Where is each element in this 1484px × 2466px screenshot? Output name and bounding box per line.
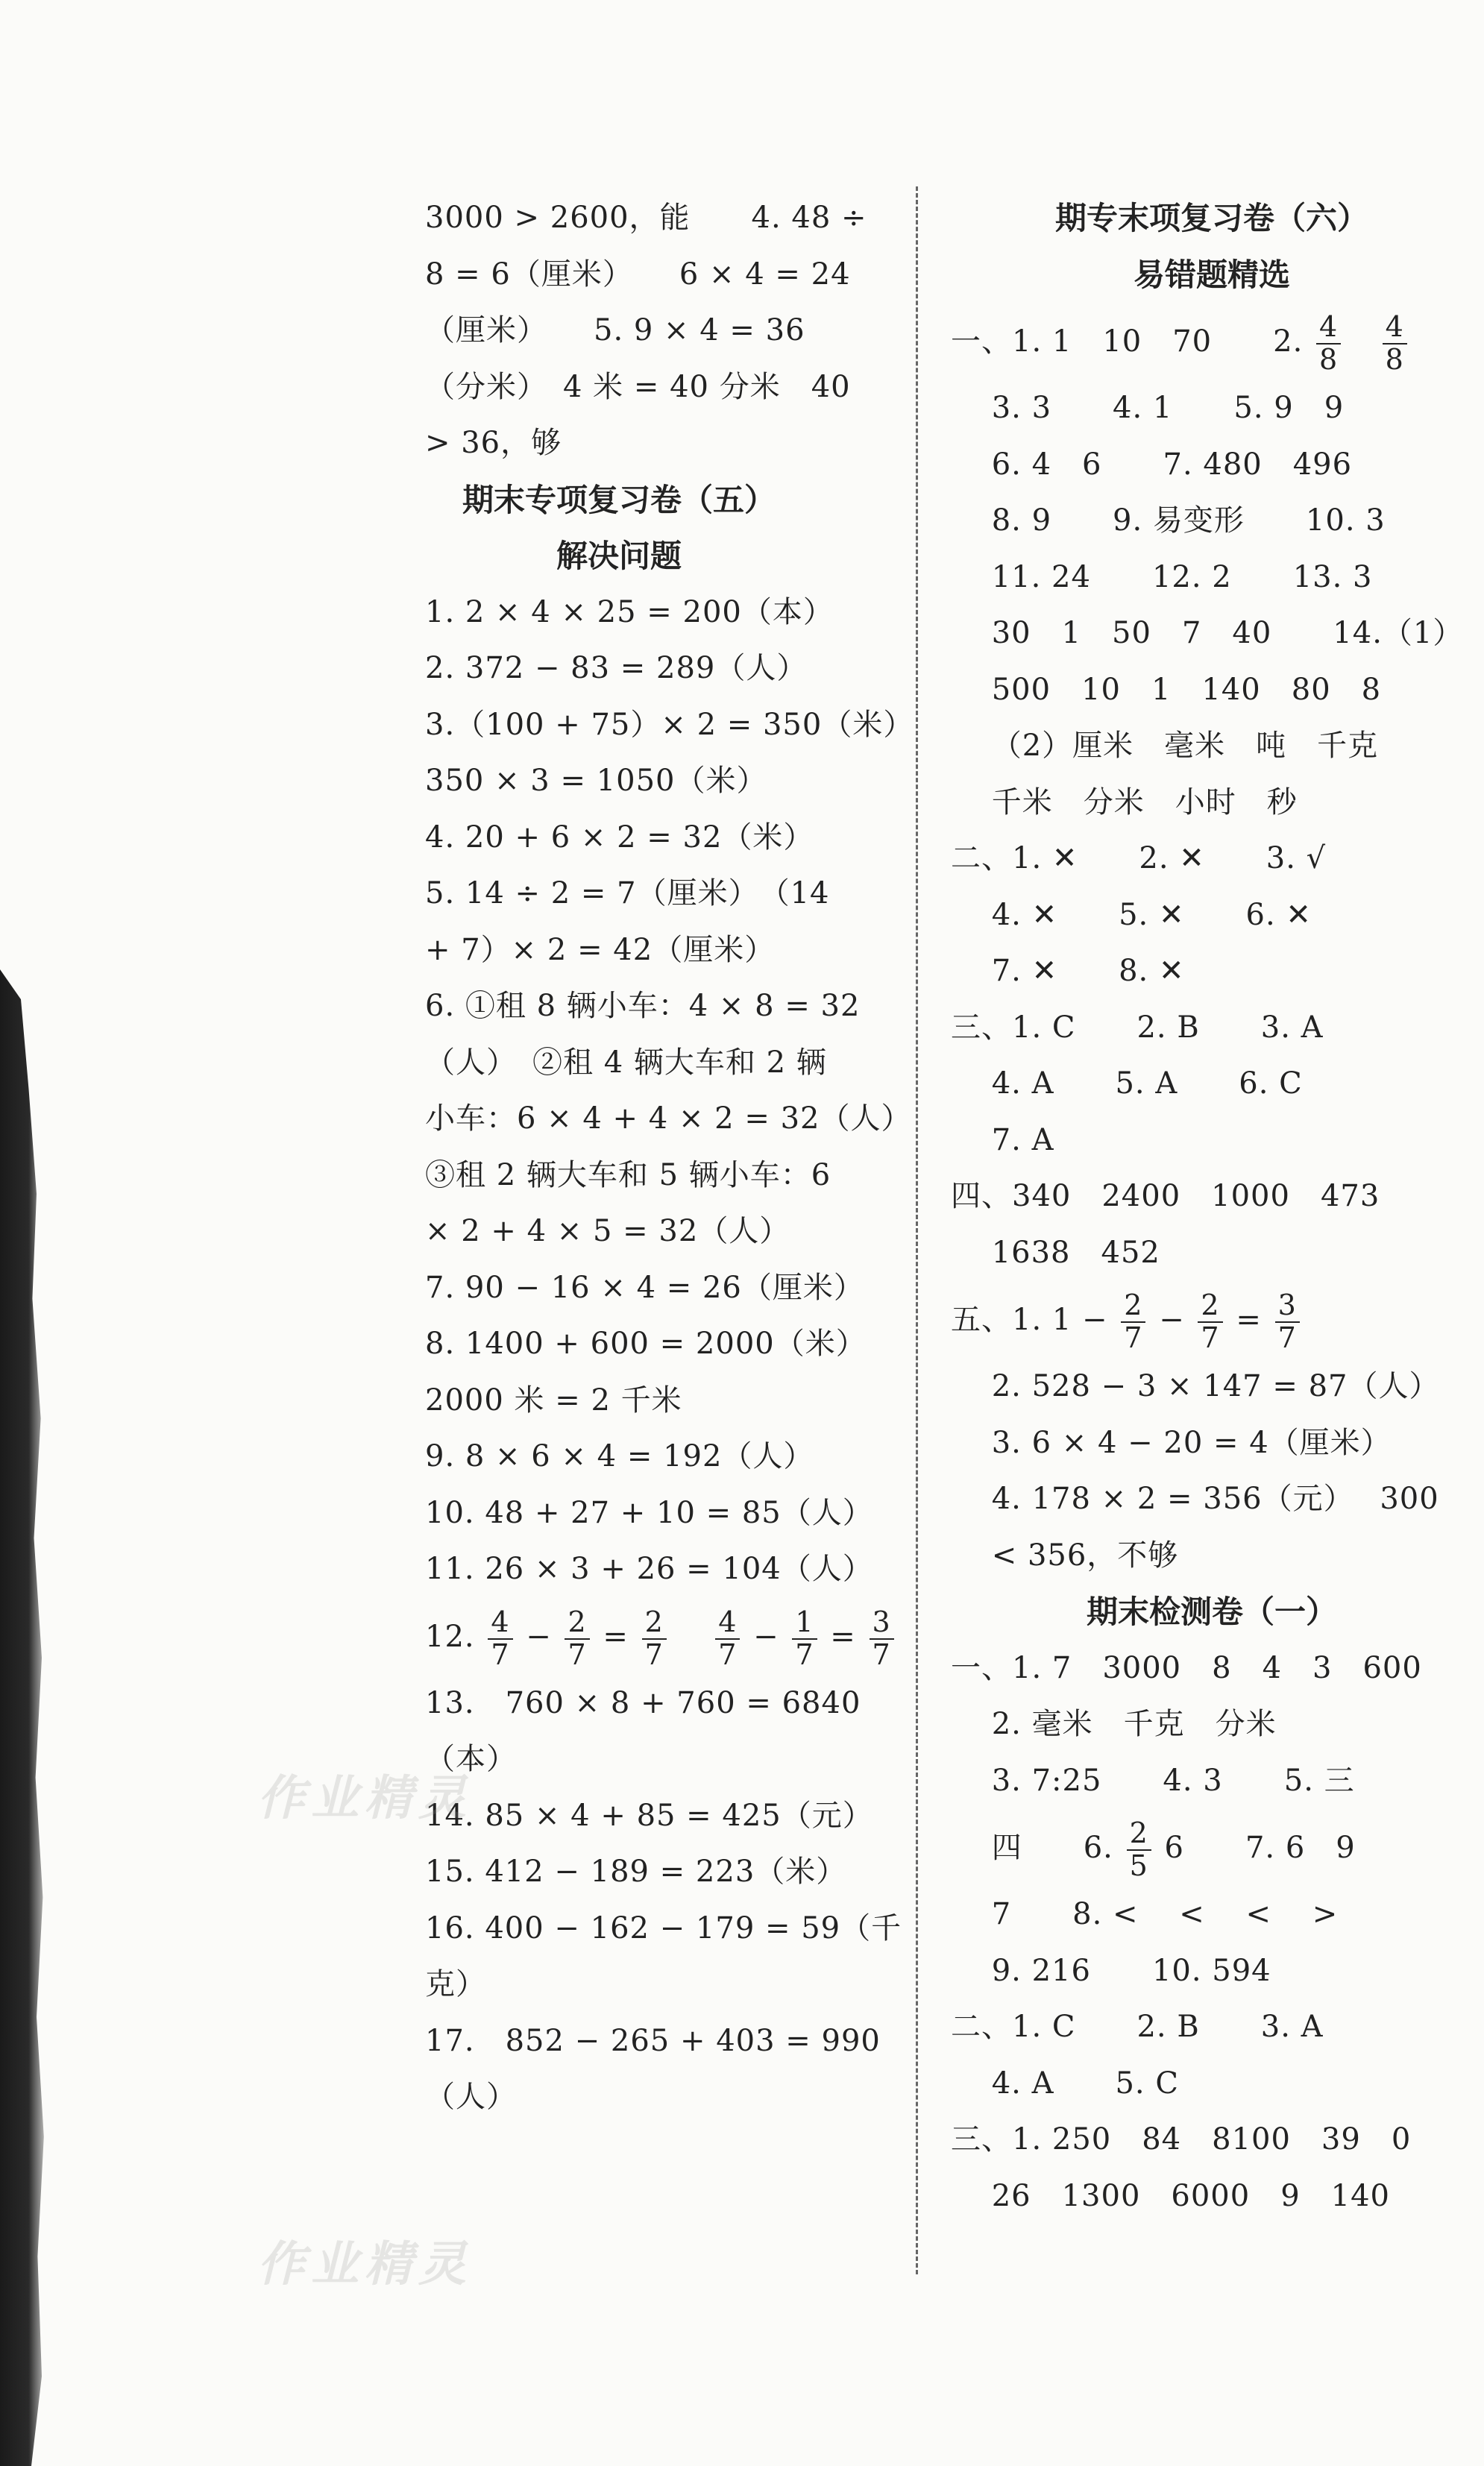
fraction: $\frac{2}{7}$ — [642, 1607, 667, 1671]
fraction: $\frac{4}{8}$ — [1316, 312, 1341, 376]
right-column — [951, 190, 1484, 2224]
fraction: $\frac{1}{7}$ — [792, 1607, 817, 1671]
fraction: $\frac{3}{7}$ — [1275, 1290, 1300, 1354]
answer-line-fractions — [951, 303, 1484, 380]
answer-line: 2. 528 − 3 × 147 = 87（人） — [951, 1369, 1440, 1403]
section-title: 期末检测卷（一） — [1086, 1594, 1337, 1630]
answer-list-exam1 — [951, 1641, 1484, 1810]
answer-line: 13. 760 × 8 + 760 = 6840 — [425, 1685, 861, 1720]
left-column — [425, 190, 914, 2126]
answer-line: 30 1 50 7 40 14.（1） — [951, 616, 1464, 650]
answer-line: 4. A 5. C — [951, 2066, 1179, 2101]
answer-line: × 2 + 4 × 5 = 32（人） — [425, 1214, 790, 1248]
answer-line: 15. 412 − 189 = 223（米） — [425, 1855, 847, 1889]
answer-line-fractions — [951, 1809, 1484, 1887]
answer-line: 小车：6 × 4 + 4 × 2 = 32（人） — [425, 1101, 912, 1136]
answer-line: 350 × 3 = 1050（米） — [425, 764, 767, 798]
answer-line: 4. 178 × 2 = 356（元） 300 — [951, 1482, 1439, 1516]
answer-line: 二、1. ✕ 2. ✕ 3. √ — [951, 841, 1327, 875]
answer-line: < 356，不够 — [951, 1538, 1179, 1573]
answer-line: 4. A 5. A 6. C — [951, 1066, 1303, 1101]
operator: = — [603, 1619, 629, 1654]
answer-line: 9. 216 10. 594 — [951, 1953, 1271, 1988]
answer-list-6 — [951, 380, 1484, 1281]
fraction: $\frac{3}{7}$ — [870, 1607, 894, 1671]
text-line: 3000 > 2600，能 4. 48 ÷ — [425, 201, 867, 235]
section-subtitle: 易错题精选 — [1133, 256, 1290, 293]
answer-line: 6. 4 6 7. 480 496 — [951, 447, 1353, 482]
text-line: （厘米） 5. 9 × 4 = 36 — [425, 313, 805, 347]
answer-line: 7. A — [951, 1122, 1054, 1157]
answer-line: 2. 372 − 83 = 289（人） — [425, 651, 808, 685]
answer-line: 17. 852 − 265 + 403 = 990 — [425, 2023, 881, 2058]
answer-line: 7. 90 − 16 × 4 = 26（厘米） — [425, 1270, 864, 1305]
answer-line: 3. 6 × 4 − 20 = 4（厘米） — [951, 1425, 1392, 1460]
answer-line: 3. 3 4. 1 5. 9 9 — [951, 391, 1345, 425]
answer-list-a — [425, 585, 914, 1598]
answer-line: （人） — [425, 2080, 517, 2114]
answer-line: 3. 7:25 4. 3 5. 三 — [951, 1763, 1355, 1798]
answer-line: 6. ①租 8 辆小车：4 × 8 = 32 — [425, 989, 861, 1023]
text-line: 8 = 6（厘米） 6 × 4 = 24 — [425, 257, 851, 292]
answer-line: 8. 1400 + 600 = 2000（米） — [425, 1327, 867, 1361]
answer-line: 500 10 1 140 80 8 — [951, 672, 1382, 707]
answer-list-exam1b — [951, 1887, 1484, 2224]
answer-line: 10. 48 + 27 + 10 = 85（人） — [425, 1495, 873, 1530]
fraction: $\frac{4}{7}$ — [488, 1607, 512, 1671]
answer-line: 4. ✕ 5. ✕ 6. ✕ — [951, 897, 1312, 932]
answer-line: 5. 14 ÷ 2 = 7（厘米） （14 — [425, 876, 830, 910]
operator: = — [830, 1619, 856, 1654]
fraction: $\frac{2}{7}$ — [1121, 1290, 1145, 1354]
answer-line: 2. 毫米 千克 分米 — [951, 1707, 1277, 1741]
answer-list-b — [425, 1676, 902, 2126]
fraction: $\frac{4}{8}$ — [1383, 312, 1407, 376]
watermark: 作业精灵 — [257, 2237, 472, 2292]
answer-line: （人） ②租 4 辆大车和 2 辆 — [425, 1045, 827, 1080]
question-number: 12. — [425, 1619, 475, 1654]
section-title: 期末专项复习卷（五） — [462, 481, 776, 518]
answer-line-fractions — [951, 1281, 1484, 1359]
operator: − — [526, 1619, 552, 1654]
answer-text: 6 7. 6 9 — [1164, 1831, 1356, 1865]
answer-line: （2）厘米 毫米 吨 千克 — [951, 729, 1379, 763]
answer-line: 三、1. 250 84 8100 39 0 — [951, 2122, 1412, 2157]
fraction: $\frac{2}{7}$ — [565, 1607, 589, 1671]
answer-line: 2000 米 = 2 千米 — [425, 1383, 682, 1418]
answer-line: 1638 452 — [951, 1235, 1160, 1270]
section-subtitle: 解决问题 — [556, 538, 682, 574]
answer-text: 五、1. 1 − — [951, 1303, 1108, 1337]
answer-line: （本） — [425, 1742, 517, 1776]
answer-line: 11. 24 12. 2 13. 3 — [951, 559, 1373, 594]
watermark: 作业精灵 — [257, 1771, 472, 1826]
section-title: 期专末项复习卷（六） — [1054, 200, 1368, 236]
answer-line: 7 8. < < < > — [951, 1897, 1339, 1931]
answer-line: 克） — [425, 1967, 486, 2001]
answer-line: 千米 分米 小时 秒 — [951, 784, 1298, 820]
answer-line: 9. 8 × 6 × 4 = 192（人） — [425, 1439, 814, 1473]
answer-line: 一、1. 7 3000 8 4 3 600 — [951, 1650, 1422, 1685]
answer-text: 一、1. 1 10 70 2. — [951, 324, 1304, 359]
continuation-block — [425, 190, 880, 472]
answer-list-6b — [951, 1359, 1484, 1584]
answer-line: 8. 9 9. 易变形 10. 3 — [951, 503, 1386, 538]
answer-line: ③租 2 辆大车和 5 辆小车：6 — [425, 1157, 831, 1192]
answer-line: 三、1. C 2. B 3. A — [951, 1010, 1324, 1045]
fraction: $\frac{2}{7}$ — [1198, 1290, 1222, 1354]
scan-shadow-edge — [0, 969, 52, 2466]
answer-line: 1. 2 × 4 × 25 = 200（本） — [425, 594, 834, 629]
text-line: > 36，够 — [425, 426, 562, 460]
answer-line: 二、1. C 2. B 3. A — [951, 2010, 1324, 2044]
answer-text: 四 6. — [951, 1831, 1113, 1865]
answer-line: 16. 400 − 162 − 179 = 59（千 — [425, 1910, 902, 1946]
operator: − — [753, 1619, 779, 1654]
operator: = — [1236, 1303, 1262, 1337]
operator: − — [1159, 1303, 1185, 1337]
fraction: $\frac{4}{7}$ — [715, 1607, 740, 1671]
column-divider — [916, 186, 918, 2274]
answer-line-fractions — [425, 1598, 891, 1676]
answer-line: 四、340 2400 1000 473 — [951, 1179, 1380, 1213]
answer-line: 11. 26 × 3 + 26 = 104（人） — [425, 1552, 873, 1586]
text-line: （分米） 4 米 = 40 分米 40 — [425, 369, 851, 404]
fraction: $\frac{2}{5}$ — [1127, 1818, 1151, 1882]
answer-line: 7. ✕ 8. ✕ — [951, 954, 1185, 988]
answer-line: 26 1300 6000 9 140 — [951, 2178, 1391, 2213]
answer-line: + 7）× 2 = 42（厘米） — [425, 932, 776, 967]
answer-line: 14. 85 × 4 + 85 = 425（元） — [425, 1798, 873, 1833]
answer-line: 3.（100 + 75）× 2 = 350（米） — [425, 707, 914, 742]
answer-line: 4. 20 + 6 × 2 = 32（米） — [425, 820, 814, 855]
